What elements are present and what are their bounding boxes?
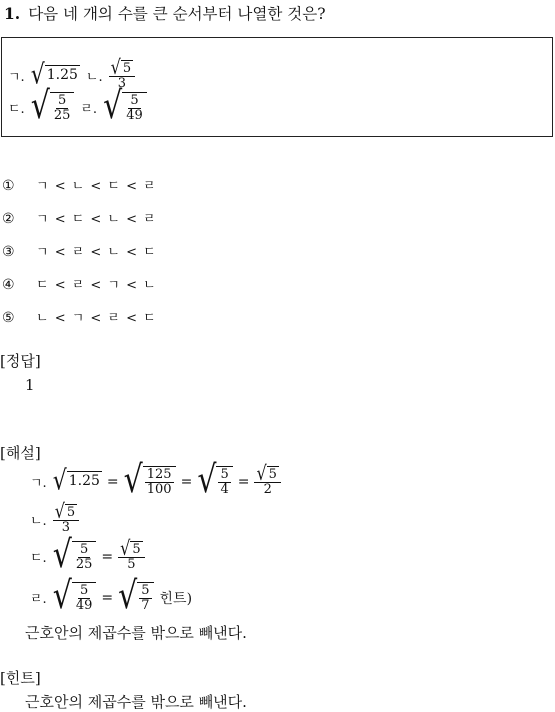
expl-d-f2-den: 7 (141, 598, 150, 614)
option-4-seq: ㄷ < ㄹ < ㄱ < ㄴ (36, 278, 157, 293)
expl-d-label: ㄹ. (30, 592, 47, 608)
item-d-num: 5 (130, 93, 139, 108)
expl-c-f1-num: 5 (79, 542, 89, 557)
explanation-line-c: ㄷ. √ $\frac{5}{25}$ = √ 5 5 (30, 541, 145, 573)
expl-a-sqrt: 1.25 (67, 471, 102, 493)
item-d-den: 49 (126, 108, 143, 124)
expl-a-f3-num: 5 (268, 467, 277, 482)
question-title (4, 2, 326, 24)
item-a-sqrt: √ 1.25 (30, 59, 78, 91)
item-c-label: ㄷ. (8, 102, 25, 118)
option-2-mark: ② (2, 211, 15, 227)
hint-header: [힌트] (0, 669, 41, 687)
expl-d-tail: 힌트) (159, 590, 193, 607)
option-5-mark: ⑤ (2, 310, 15, 326)
option-4[interactable] (2, 274, 157, 293)
option-2-seq: ㄱ < ㄷ < ㄴ < ㄹ (36, 212, 157, 227)
answer-header: [정답] (0, 352, 41, 370)
option-3-seq: ㄱ < ㄹ < ㄴ < ㄷ (36, 245, 157, 260)
expl-b-num: 5 (66, 505, 76, 520)
expl-a-f1-num: 125 (146, 467, 172, 482)
item-d-sqrt: √ $\frac{5}{49}$ (103, 92, 147, 124)
question-text: 다음 네 개의 수를 큰 순서부터 나열한 것은? (28, 5, 326, 23)
explanation-header: [해설] (0, 444, 41, 462)
item-b-frac: √ 5 3 (109, 60, 135, 92)
item-b-num: 5 (122, 61, 132, 76)
expl-a-f2-den: 4 (220, 482, 229, 498)
expl-c-f2-den: 5 (127, 557, 136, 573)
expl-d-f1-num: 5 (79, 583, 89, 598)
item-b-den: 3 (117, 76, 126, 92)
option-5-seq: ㄴ < ㄱ < ㄹ < ㄷ (36, 311, 157, 326)
option-1-seq: ㄱ < ㄴ < ㄷ < ㄹ (36, 179, 157, 194)
expl-a-label: ㄱ. (30, 476, 47, 492)
explanation-line-b: ㄴ. √ 5 3 (30, 504, 79, 536)
expl-c-label: ㄷ. (30, 551, 47, 567)
expl-b-den: 3 (61, 520, 71, 536)
expl-b-label: ㄴ. (30, 514, 47, 530)
option-2[interactable] (2, 208, 157, 227)
explanation-note: 근호안의 제곱수를 밖으로 빼낸다. (25, 624, 247, 642)
expl-c-f1-den: 25 (75, 557, 93, 573)
expl-a-f2-num: 5 (220, 467, 229, 482)
expl-d-f1-den: 49 (75, 598, 93, 614)
hint-text: 근호안의 제곱수를 밖으로 빼낸다. (25, 693, 247, 711)
expl-a-f3-den: 2 (263, 482, 272, 498)
expl-d-f2-num: 5 (141, 583, 150, 598)
option-1[interactable] (2, 175, 157, 194)
expl-a-f1-den: 100 (146, 482, 172, 498)
option-5[interactable] (2, 307, 157, 326)
item-c-num: 5 (57, 93, 67, 108)
item-c-den: 25 (53, 108, 71, 124)
question-number: 1. (4, 4, 21, 23)
item-b-label: ㄴ. (85, 70, 103, 86)
option-1-mark: ① (2, 178, 15, 194)
item-a-label: ㄱ. (8, 70, 25, 86)
option-3-mark: ③ (2, 244, 15, 260)
expl-c-f2-num: 5 (132, 542, 141, 557)
explanation-line-d: ㄹ. √ $\frac{5}{49}$ = √ $\frac{5}{7}$ 힌트) (30, 574, 193, 619)
option-3[interactable] (2, 241, 157, 260)
item-d-label: ㄹ. (80, 102, 98, 118)
item-c-sqrt: √ $\frac{5}{25}$ (31, 92, 75, 124)
option-4-mark: ④ (2, 277, 15, 293)
answer-value: 1 (25, 376, 35, 394)
item-a-value: 1.25 (45, 65, 80, 87)
box-row-2 (8, 84, 147, 129)
explanation-line-a: ㄱ. √ 1.25 = √ $\frac{125}{100}$ = √ $\frac{5}{4}$ = √ 5 2 (30, 466, 281, 498)
